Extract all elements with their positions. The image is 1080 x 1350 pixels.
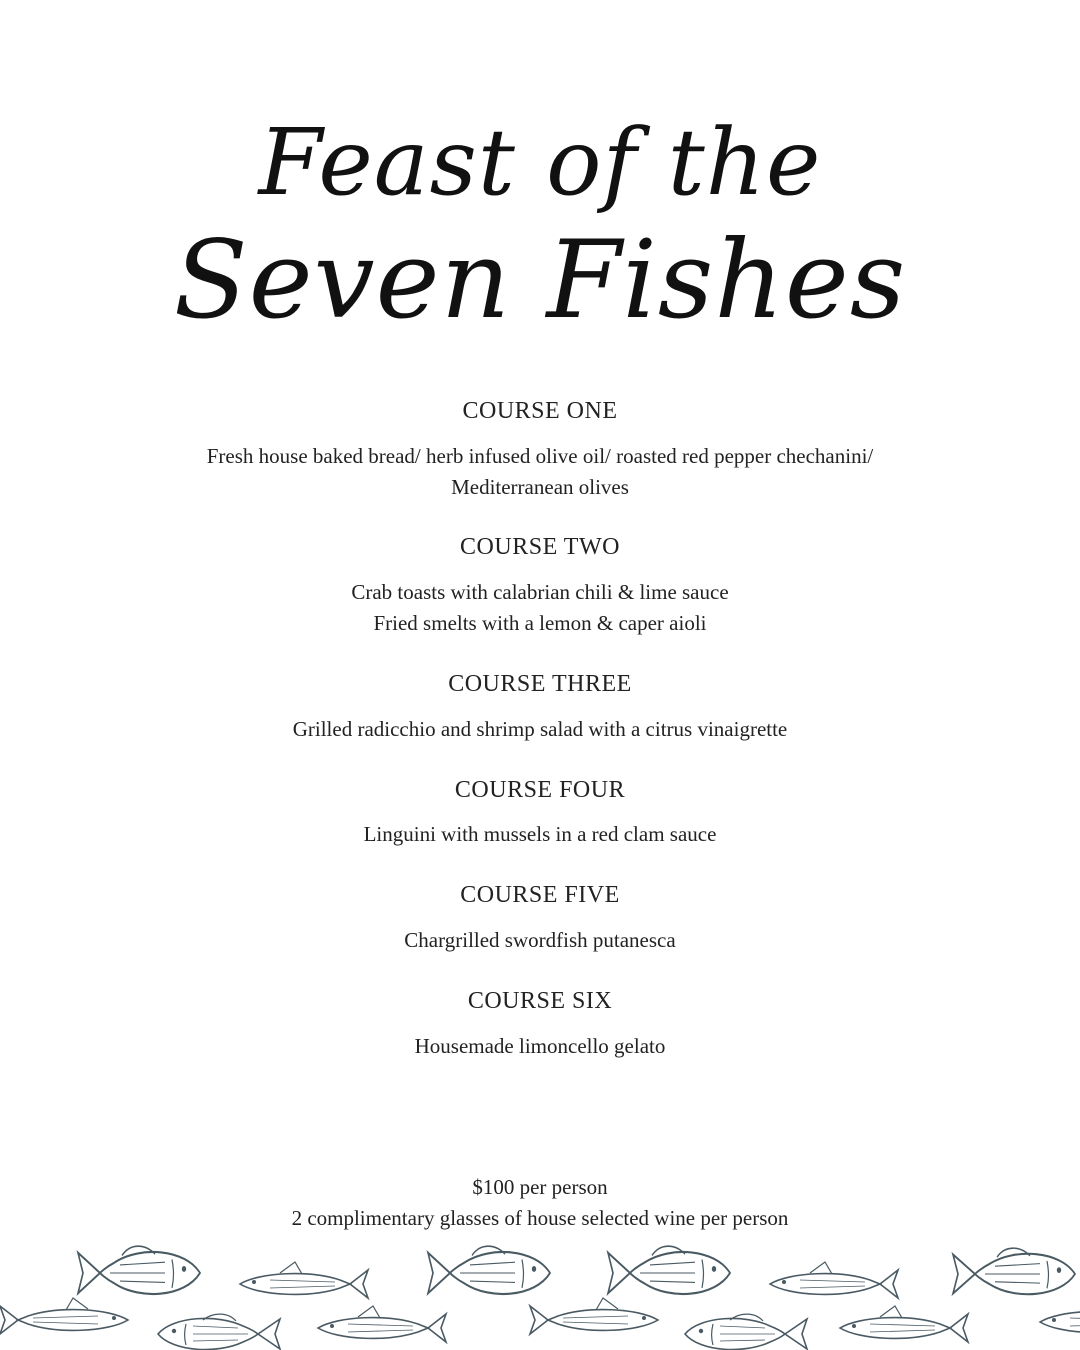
course-two-item-1: Crab toasts with calabrian chili & lime sauce: [351, 580, 729, 604]
course-one-item-1: Fresh house baked bread/ herb infused olive oil/ roasted red pepper chechanini/: [206, 444, 874, 468]
course-three-heading: COURSE THREE: [448, 671, 632, 697]
course-two-item-2: Fried smelts with a lemon & caper aioli: [373, 611, 707, 635]
course-four-heading: COURSE FOUR: [454, 777, 626, 803]
course-four-item-1: Linguini with mussels in a red clam sauce: [363, 822, 717, 846]
course-five-item-1: Chargrilled swordfish putanesca: [404, 928, 676, 952]
title-line-1: Feast of the: [258, 109, 822, 216]
title-line-2: Seven Fishes: [173, 218, 907, 343]
course-six-item-1: Housemade limoncello gelato: [414, 1034, 666, 1058]
course-one-item-2: Mediterranean olives: [451, 475, 629, 499]
course-three-item-1: Grilled radicchio and shrimp salad with a citrus vinaigrette: [292, 717, 788, 741]
price-text: $100 per person: [472, 1175, 608, 1199]
course-one-heading: COURSE ONE: [462, 398, 618, 424]
course-two-heading: COURSE TWO: [460, 534, 620, 560]
course-six-heading: COURSE SIX: [467, 988, 613, 1014]
course-five-heading: COURSE FIVE: [460, 882, 620, 908]
wine-note-text: 2 complimentary glasses of house selected wine per person: [291, 1206, 789, 1230]
fish-border-illustration: [0, 1238, 1080, 1350]
